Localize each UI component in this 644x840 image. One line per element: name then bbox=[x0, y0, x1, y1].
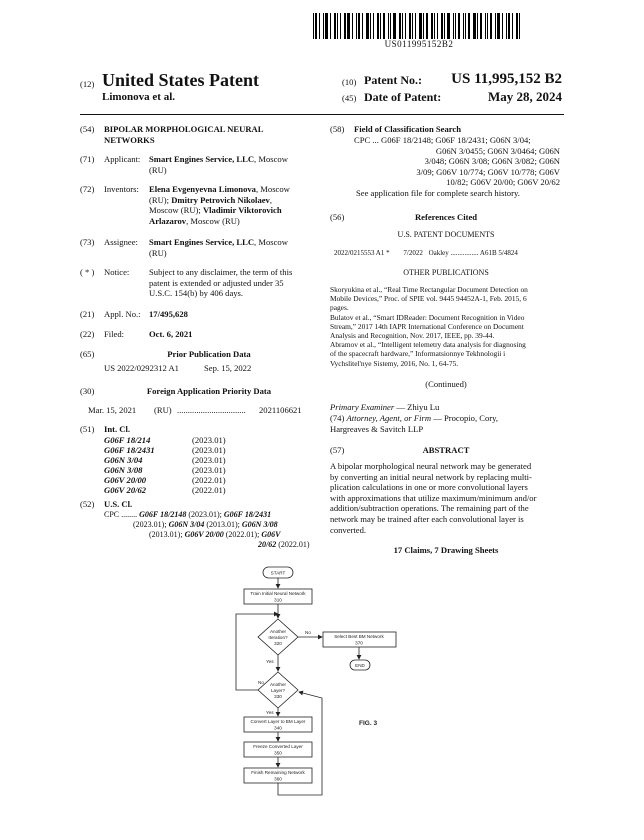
inventors-label: Inventors: bbox=[104, 184, 139, 194]
flow-loop-arrow bbox=[236, 614, 278, 690]
cpc-code: G06V 20/00 bbox=[184, 530, 224, 539]
decision-320-label-2: Iteration? bbox=[268, 635, 288, 640]
inventor-loc: , Moscow bbox=[255, 184, 290, 194]
other-pub-line: Bulatov et al., “Smart IDReader: Document Recognition in Video bbox=[330, 312, 525, 322]
field-line: G06N 3/0455; G06N 3/0464; G06N bbox=[435, 145, 560, 156]
field-line: 10/82; G06V 20/00; G06V 20/62 bbox=[446, 177, 560, 188]
inventor-loc: (RU); bbox=[149, 194, 172, 205]
step-310-label: Train Initial Neural Network bbox=[250, 591, 306, 596]
cpc-code: 20/62 bbox=[258, 540, 277, 549]
cpc-version: (2023.01); bbox=[186, 510, 224, 519]
other-pub-line: Abramov et al., “Intelligent telemetry data analysis for diagnosing bbox=[330, 340, 526, 350]
patent-no-label: Patent No.: bbox=[364, 73, 422, 87]
field-line: 3/09; G06V 10/774; G06V 10/778; G06V bbox=[416, 166, 560, 177]
inventor-loc: , bbox=[269, 194, 273, 205]
intcl-version: (2023.01) bbox=[192, 465, 226, 475]
applicant-loc: , Moscow bbox=[254, 154, 288, 164]
cpc-code: G06N 3/08 bbox=[241, 520, 278, 529]
foreign-code: (30) bbox=[80, 386, 95, 396]
inventors-code: (72) bbox=[80, 184, 95, 194]
refs-heading: References Cited bbox=[414, 212, 478, 222]
appl-number: 17/495,628 bbox=[149, 309, 188, 319]
intcl-version: (2022.01) bbox=[192, 475, 226, 485]
patent-title: BIPOLAR MORPHOLOGICAL NEURAL NETWORKS bbox=[104, 124, 264, 145]
abstract-line: by converting an initial neural network by replacing multi- bbox=[330, 471, 532, 482]
intcl-class: G06N 3/08 bbox=[104, 465, 143, 475]
intcl-version: (2023.01) bbox=[192, 435, 226, 445]
intcl-version: (2022.01) bbox=[192, 485, 226, 495]
field-line: CPC ... G06F 18/2148; G06F 18/2431; G06N 3/04; bbox=[354, 135, 531, 145]
other-pub-line: Skoryukina et al., “Real Time Rectangular Document Detection on bbox=[330, 285, 528, 294]
us-docs-heading: U.S. PATENT DOCUMENTS bbox=[397, 230, 495, 239]
other-pub-line: of the spacecraft hardware,” Informatsionnye Tekhnologii i bbox=[330, 349, 506, 359]
field-see: See application file for complete search history. bbox=[356, 187, 520, 198]
intcl-class: G06N 3/04 bbox=[104, 455, 143, 465]
step-370-label: Select Best BM Network bbox=[334, 634, 384, 639]
notice-line: U.S.C. 154(b) by 406 days. bbox=[149, 288, 244, 299]
filed-label: Filed: bbox=[104, 329, 125, 339]
claims-summary: 17 Claims, 7 Drawing Sheets bbox=[393, 545, 499, 555]
abstract-line: converted. bbox=[330, 524, 367, 535]
inventor-name: Arlazarov bbox=[149, 215, 187, 226]
continued-note: (Continued) bbox=[425, 379, 467, 389]
abstract-line: plication calculations in one or more convolutional layers bbox=[330, 482, 528, 493]
yes-label: Yes bbox=[266, 659, 274, 664]
foreign-heading: Foreign Application Priority Data bbox=[146, 386, 272, 396]
assignee-country: (RU) bbox=[149, 247, 167, 258]
abstract-heading: ABSTRACT bbox=[422, 445, 470, 455]
inventor-loc: Moscow (RU); bbox=[149, 205, 203, 216]
appl-label: Appl. No.: bbox=[104, 309, 141, 319]
no-label: No bbox=[258, 680, 264, 685]
assignee-label: Assignee: bbox=[104, 237, 138, 247]
refs-code: (56) bbox=[330, 212, 345, 222]
intcl-label: Int. Cl. bbox=[104, 424, 131, 434]
us-doc-leader: ................ bbox=[450, 249, 479, 257]
title-code: (54) bbox=[80, 124, 95, 134]
step-360-number: 360 bbox=[274, 776, 282, 782]
intcl-version: (2023.01) bbox=[192, 445, 226, 455]
date-code: (45) bbox=[342, 93, 357, 103]
intcl-code: (51) bbox=[80, 424, 95, 434]
intcl-class: G06V 20/00 bbox=[104, 475, 147, 485]
examiner-label: Primary Examiner bbox=[330, 402, 395, 412]
cpc-code: G06V bbox=[261, 530, 281, 539]
yes-label: Yes bbox=[266, 710, 274, 715]
cpc-prefix: CPC ........ bbox=[104, 510, 138, 519]
us-doc-name: Oakley bbox=[428, 249, 449, 257]
abstract-line: with approximations that utilize maximum/minimum and/or bbox=[330, 492, 537, 503]
attorney-firm: Hargreaves & Savitch LLP bbox=[330, 424, 424, 434]
notice-line: Subject to any disclaimer, the term of this bbox=[149, 267, 293, 277]
uscl-code: (52) bbox=[80, 499, 95, 509]
foreign-date: Mar. 15, 2021 bbox=[88, 405, 137, 415]
assignee-name: Smart Engines Service, LLC bbox=[149, 237, 255, 247]
intcl-class: G06F 18/2431 bbox=[104, 445, 155, 455]
intcl-class: G06V 20/62 bbox=[104, 485, 147, 495]
intcl-class: G06F 18/214 bbox=[104, 435, 151, 445]
filed-date: Oct. 6, 2021 bbox=[149, 329, 193, 339]
abstract-code: (57) bbox=[330, 445, 345, 455]
inventor-name: Elena Evgenyevna Limonova bbox=[149, 184, 256, 194]
other-pub-line: Stream,” 2017 14th IAPR International Conference on Document bbox=[330, 321, 524, 331]
step-310-number: 310 bbox=[274, 597, 282, 603]
barcode-number: US011995152B2 bbox=[384, 39, 454, 49]
step-370-number: 370 bbox=[355, 640, 363, 646]
us-doc-date: 7/2022 bbox=[403, 249, 423, 257]
examiner-sep: — bbox=[394, 402, 408, 412]
cpc-code: G06F 18/2431 bbox=[223, 510, 272, 519]
us-doc-class: A61B 5/4824 bbox=[479, 249, 518, 257]
inventor-loc: , Moscow (RU) bbox=[186, 215, 240, 226]
abstract-line: addition/subtraction operations. The remaining part of the bbox=[330, 503, 529, 514]
decision-320-number: 320 bbox=[274, 641, 282, 646]
notice-label: Notice: bbox=[104, 267, 130, 277]
abstract-line: network may be trained after each convolutional layer is bbox=[330, 513, 524, 524]
step-350-label: Freeze Converted Layer bbox=[253, 744, 303, 749]
doc-type-code: (12) bbox=[80, 79, 95, 89]
intcl-version: (2023.01) bbox=[192, 455, 226, 465]
cpc-version: (2022.01); bbox=[223, 530, 262, 539]
other-pub-line: pages. bbox=[330, 303, 349, 313]
filed-code: (22) bbox=[80, 329, 95, 339]
attorney-label: Attorney, Agent, or Firm bbox=[346, 413, 432, 423]
decision-320-label: Another bbox=[269, 629, 287, 634]
figure-label: FIG. 3 bbox=[359, 720, 378, 727]
cpc-version: (2023.01); bbox=[133, 520, 169, 529]
decision-330-number: 330 bbox=[274, 694, 282, 699]
prior-code: (65) bbox=[80, 349, 95, 359]
decision-330-label: Another bbox=[269, 682, 287, 687]
inventor-name: Dmitry Petrovich Nikolaev bbox=[171, 194, 270, 205]
notice-code: ( * ) bbox=[80, 267, 95, 277]
inventor-short: Limonova et al. bbox=[102, 91, 176, 103]
patent-date: May 28, 2024 bbox=[487, 89, 562, 104]
patent-number: US 11,995,152 B2 bbox=[451, 71, 562, 87]
other-pub-line: Analysis and Recognition, Nov. 2017, IEEE, pp. 39-44. bbox=[330, 331, 495, 341]
step-360-label: Finish Remaining Network bbox=[251, 770, 305, 775]
decision-330-label-2: Layer? bbox=[270, 688, 286, 693]
cpc-version: (2013.01); bbox=[204, 520, 242, 529]
end-label: END bbox=[355, 663, 365, 668]
patent-no-code: (10) bbox=[342, 77, 357, 87]
cpc-code: G06F 18/2148 bbox=[139, 510, 187, 519]
assignee-code: (73) bbox=[80, 237, 95, 247]
field-heading: Field of Classification Search bbox=[354, 124, 462, 134]
applicant-name: Smart Engines Service, LLC bbox=[149, 154, 255, 164]
notice-line: patent is extended or adjusted under 35 bbox=[149, 277, 284, 288]
uscl-label: U.S. Cl. bbox=[104, 499, 133, 509]
field-code: (58) bbox=[330, 124, 345, 134]
foreign-leader: ................................ bbox=[177, 405, 246, 415]
other-pubs-heading: OTHER PUBLICATIONS bbox=[403, 268, 489, 277]
doc-type: United States Patent bbox=[102, 70, 259, 90]
foreign-country: (RU) bbox=[154, 405, 172, 415]
us-doc-number: 2022/0215553 A1 * bbox=[334, 249, 390, 257]
assignee-loc: , Moscow bbox=[254, 237, 288, 247]
cpc-version: (2022.01) bbox=[276, 540, 310, 549]
abstract-line: A bipolar morphological neural network may be generated bbox=[330, 461, 532, 471]
foreign-number: 2021106621 bbox=[259, 405, 302, 415]
cpc-code: G06N 3/04 bbox=[168, 520, 205, 529]
inventor-name: Vladimir Viktorovich bbox=[202, 205, 282, 216]
applicant-code: (71) bbox=[80, 154, 95, 164]
step-340-label: Convert Layer to BM Layer bbox=[250, 719, 306, 724]
start-label: START bbox=[270, 570, 286, 576]
applicant-label: Applicant: bbox=[104, 154, 141, 164]
field-line: 3/048; G06N 3/08; G06N 3/082; G06N bbox=[424, 156, 560, 167]
cpc-version: (2013.01); bbox=[149, 530, 185, 539]
date-label: Date of Patent: bbox=[364, 90, 442, 104]
attorney-name: — Procopio, Cory, bbox=[431, 413, 499, 423]
step-350-number: 350 bbox=[274, 750, 282, 756]
examiner-name: Zhiyu Lu bbox=[407, 402, 440, 412]
applicant-country: (RU) bbox=[149, 164, 167, 175]
other-pub-line: Vychslitel'nye Sistemy, 2016, No. 1, 64-75. bbox=[330, 358, 459, 368]
prior-pub: US 2022/0292312 A1 bbox=[104, 363, 179, 373]
other-pub-line: Mobile Devices,” Proc. of SPIE vol. 9445 94452A-1, Feb. 2015, 6 bbox=[330, 294, 527, 304]
prior-date: Sep. 15, 2022 bbox=[204, 363, 252, 373]
prior-heading: Prior Publication Data bbox=[167, 349, 251, 359]
no-label: No bbox=[305, 630, 311, 635]
attorney-code: (74) bbox=[330, 413, 345, 423]
appl-code: (21) bbox=[80, 309, 95, 319]
step-340-number: 340 bbox=[274, 725, 282, 731]
